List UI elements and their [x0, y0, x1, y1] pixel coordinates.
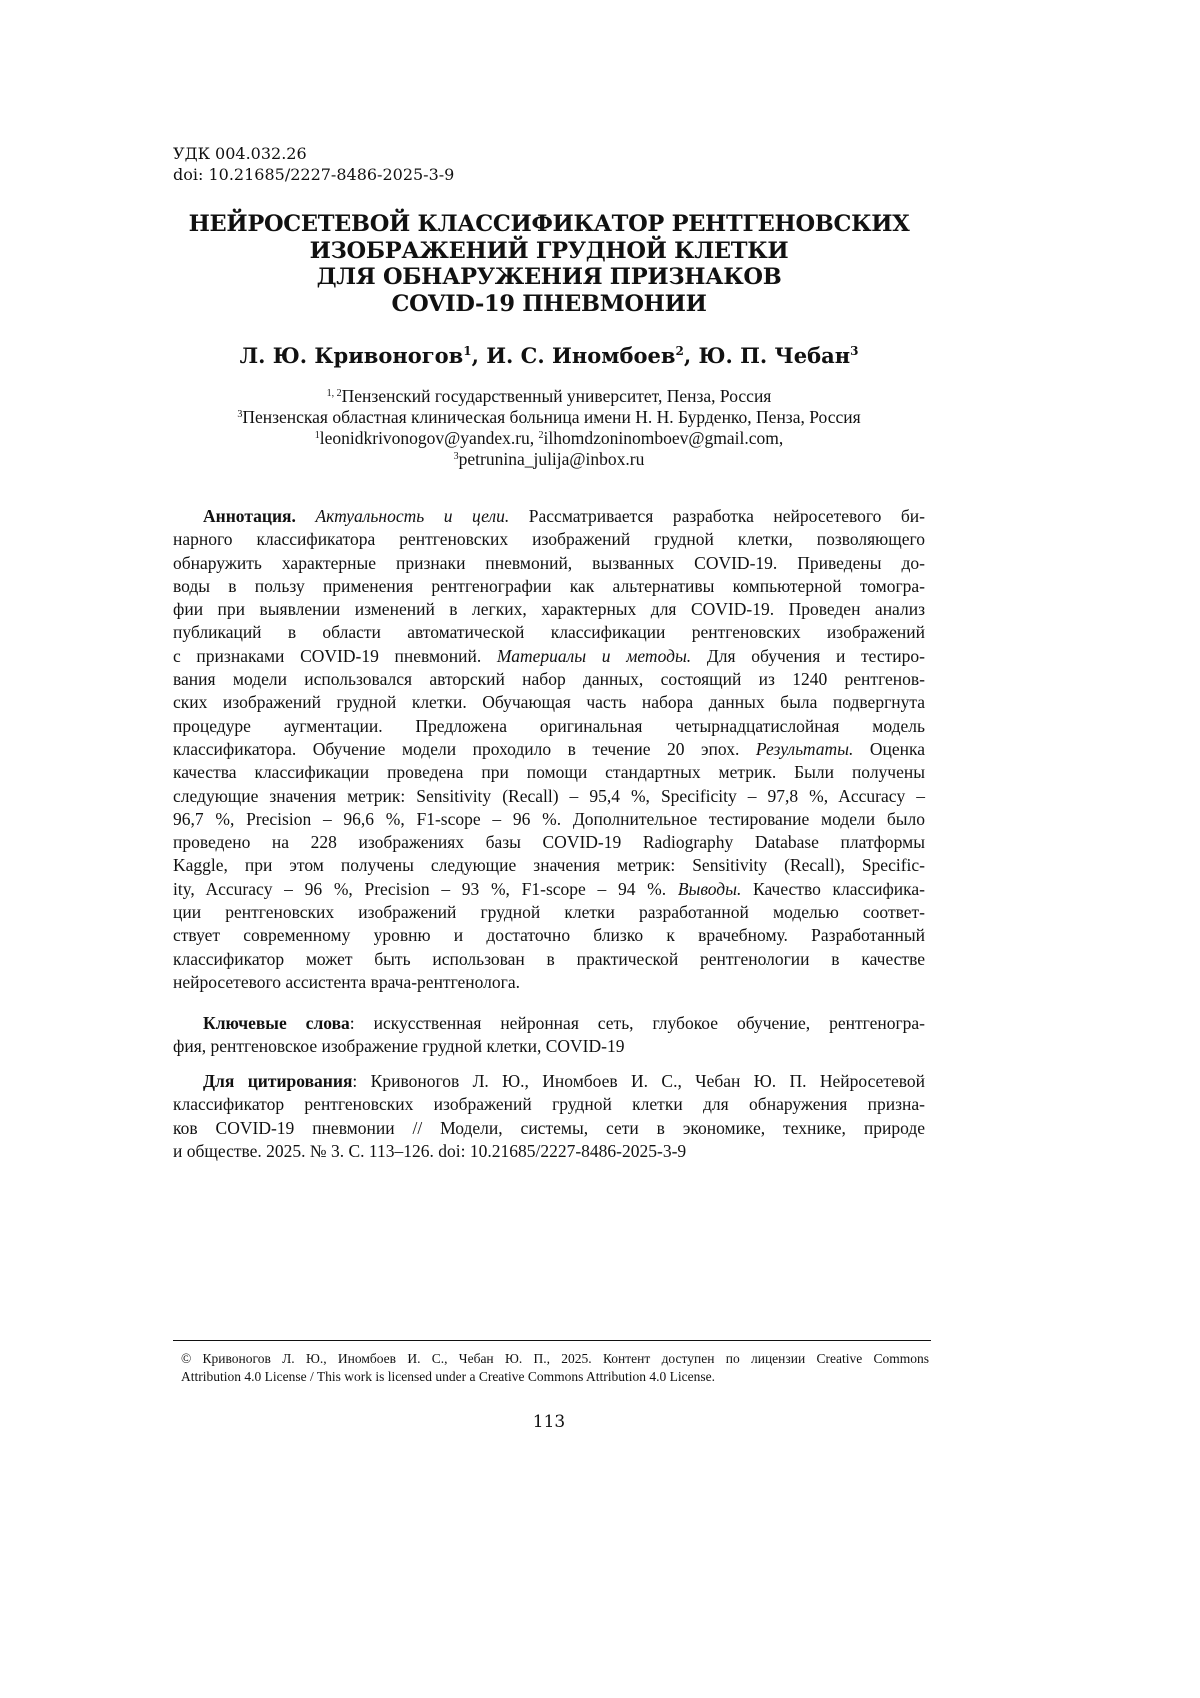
abstract-heading-relevance: Актуальность и цели. [315, 506, 510, 526]
abstract-line: проведено на 228 изображениях базы COVID-19 Radiography Database платформы [173, 832, 925, 853]
abstract-line: нарного классификатора рентгеновских изображений грудной клетки, позволяющего [173, 529, 925, 550]
citation-label: Для цитирования [203, 1071, 353, 1091]
affiliation-line: $^3$Пензенская областная клиническая больница имени Н. Н. Бурденко, Пенза, Россия [237, 407, 861, 427]
title-line: ДЛЯ ОБНАРУЖЕНИЯ ПРИЗНАКОВ [316, 264, 782, 290]
author-name: Ю. П. Чебан [698, 343, 851, 368]
authors-line: Л. Ю. Кривоногов$^1$, И. С. Иномбоев$^2$, Ю. П. Чебан$^3$ [239, 343, 859, 368]
license-note [181, 1350, 929, 1386]
email-line: $^3$petrunina_julija@inbox.ru [453, 449, 645, 469]
footer-divider [173, 1340, 931, 1341]
abstract-line: ствует современному уровню и достаточно близко к врачебному. Разработанный [173, 925, 925, 946]
abstract-label: Аннотация. [203, 506, 296, 526]
title-line: COVID-19 ПНЕВМОНИИ [391, 290, 707, 317]
page-number: 113 [532, 1412, 566, 1432]
abstract-line: обнаружить характерные признаки пневмоний, вызванных COVID-19. Приведены до- [173, 552, 925, 573]
title-line: ИЗОБРАЖЕНИЙ ГРУДНОЙ КЛЕТКИ [309, 237, 789, 264]
abstract-line: качества классификации проведена при помощи стандартных метрик. Были получены [173, 762, 925, 783]
affiliations [173, 386, 925, 470]
author-email: ilhomdzoninomboev@gmail.com, [543, 428, 784, 448]
abstract-line: ских изображений грудной клетки. Обучающая часть набора данных была подвергнута [173, 692, 925, 713]
keywords-line: фия, рентгеновское изображение грудной клетки, COVID-19 [173, 1036, 625, 1057]
abstract-line: следующие значения метрик: Sensitivity (Recall) – 95,4 %, Specificity – 97,8 %, Accuracy – [173, 785, 925, 806]
abstract-line: фии при выявлении изменений в легких, характерных для COVID-19. Проведен анализ [173, 599, 925, 620]
doi-line: doi: 10.21685/2227-8486-2025-3-9 [173, 165, 455, 184]
abstract-line: вания модели использовался авторский набор данных, состоящий из 1240 рентгенов- [173, 669, 925, 690]
abstract-line: ции рентгеновских изображений грудной клетки разработанной моделью соответ- [173, 902, 925, 923]
citation-line: классификатор рентгеновских изображений грудной клетки для обнаружения призна- [173, 1094, 925, 1115]
udk-code: УДК 004.032.26 [173, 144, 307, 163]
keywords: Ключевые слова: искусственная нейронная сеть, глубокое обучение, рентгеногра- фия, рентгеновское изображение грудной клетки, COVID-19 [173, 1012, 925, 1059]
license-line: Attribution 4.0 License / This work is licensed under a Creative Commons Attribution 4.0 License. [181, 1369, 716, 1384]
abstract-line: Kaggle, при этом получены следующие значения метрик: Sensitivity (Recall), Specific- [173, 855, 925, 876]
title-line: НЕЙРОСЕТЕВОЙ КЛАССИФИКАТОР РЕНТГЕНОВСКИХ [188, 211, 910, 237]
article-title [173, 211, 925, 317]
abstract-line: нейросетевого ассистента врача-рентгенолога. [173, 971, 520, 992]
citation: Для цитирования: Кривоногов Л. Ю., Иномбоев И. С., Чебан Ю. П. Нейросетевой классификатор рентгеновских изображений грудной клетки для обнаружения призна- ков COVID-19 пневмонии // Модели, системы, сети в экономике, технике, природе и обществе. 2025. № 3. С. 113–126. doi: 10.21685/2227-8486-2025-3-9 [173, 1070, 925, 1163]
author-name: Л. Ю. Кривоногов [239, 343, 464, 368]
abstract: Аннотация. Актуальность и цели. Рассматривается разработка нейросетевого би- нарного классификатора рентгеновских изображений грудной клетки, позволяющего обнаружить характерные признаки пневмоний, вызванных COVID-19. Приведены до- воды в пользу применения рентгенографии как альтернативы компьютерной томогра- фии при выявлении изменений в легких, характерных для COVID-19. Проведен анализ публикаций в области автоматической классификации рентгеновских изображений с признаками COVID-19 пневмоний. Материалы и методы. Для обучения и тестиро- вания модели использовался авторский набор данных, состоящий из 1240 рентгенов- ских изображений грудной клетки. Обучающая часть набора данных была подвергнута процедуре аугментации. Предложена оригинальная четырнадцатислойная модель классификатора. Обучение модели проходило в течение 20 эпох. Результаты. Оценка качества классификации проведена при помощи стандартных метрик. Были получены следующие значения метрик: Sensitivity (Recall) – 95,4 %, Specificity – 97,8 %, Accuracy – 96,7 %, Precision – 96,6 %, F1-scope – 96 %. Дополнительное тестирование модели было проведено на 228 изображениях базы COVID-19 Radiography Database платформы Kaggle, при этом получены следующие значения метрик: Sensitivity (Recall), Specific- ity, Accuracy – 96 %, Precision – 93 %, F1-scope – 94 %. Выводы. Качество классифика- ции рентгеновских изображений грудной клетки разработанной моделью соответ- ствует современному уровню и достаточно близко к врачебному. Разработанный классификатор может быть использован в практической рентгенологии в качестве нейросетевого ассистента врача-рентгенолога. [173, 505, 925, 994]
license-line: © Кривоногов Л. Ю., Иномбоев И. С., Чебан Ю. П., 2025. Контент доступен по лицензии Creative Commons [181, 1351, 929, 1366]
abstract-heading-conclusions: Выводы. [677, 878, 742, 899]
abstract-line: 96,7 %, Precision – 96,6 %, F1-scope – 96 %. Дополнительное тестирование модели было [173, 808, 925, 829]
udk-doi-block [173, 143, 454, 185]
abstract-line: классификатор может быть использован в практической рентгенологии в качестве [173, 948, 925, 969]
author-name: И. С. Иномбоев [486, 343, 676, 368]
citation-line: и обществе. 2025. № 3. С. 113–126. doi: 10.21685/2227-8486-2025-3-9 [173, 1140, 687, 1161]
author-affiliation-mark: 2 [675, 344, 684, 358]
author-affiliation-mark: 3 [850, 344, 859, 358]
abstract-line: воды в пользу применения рентгенографии как альтернативы компьютерной томогра- [173, 575, 925, 596]
author-affiliation-mark: 1 [463, 344, 472, 358]
author-email: petrunina_julija@inbox.ru [458, 449, 645, 469]
author-email: leonidkrivonogov@yandex.ru, [319, 428, 539, 448]
email-line: $^1$leonidkrivonogov@yandex.ru, $^2$ilhomdzoninomboev@gmail.com, [314, 428, 784, 448]
abstract-line: публикаций в области автоматической классификации рентгеновских изображений [173, 622, 925, 643]
citation-line: ков COVID-19 пневмонии // Модели, системы, сети в экономике, технике, природе [173, 1117, 925, 1138]
abstract-heading-results: Результаты. [755, 738, 854, 759]
abstract-line: процедуре аугментации. Предложена оригинальная четырнадцатислойная модель [173, 715, 925, 736]
keywords-label: Ключевые слова [203, 1013, 350, 1033]
abstract-heading-methods: Материалы и методы. [496, 645, 692, 666]
affiliation-line: $^{1, 2}$Пензенский государственный университет, Пенза, Россия [326, 386, 772, 406]
